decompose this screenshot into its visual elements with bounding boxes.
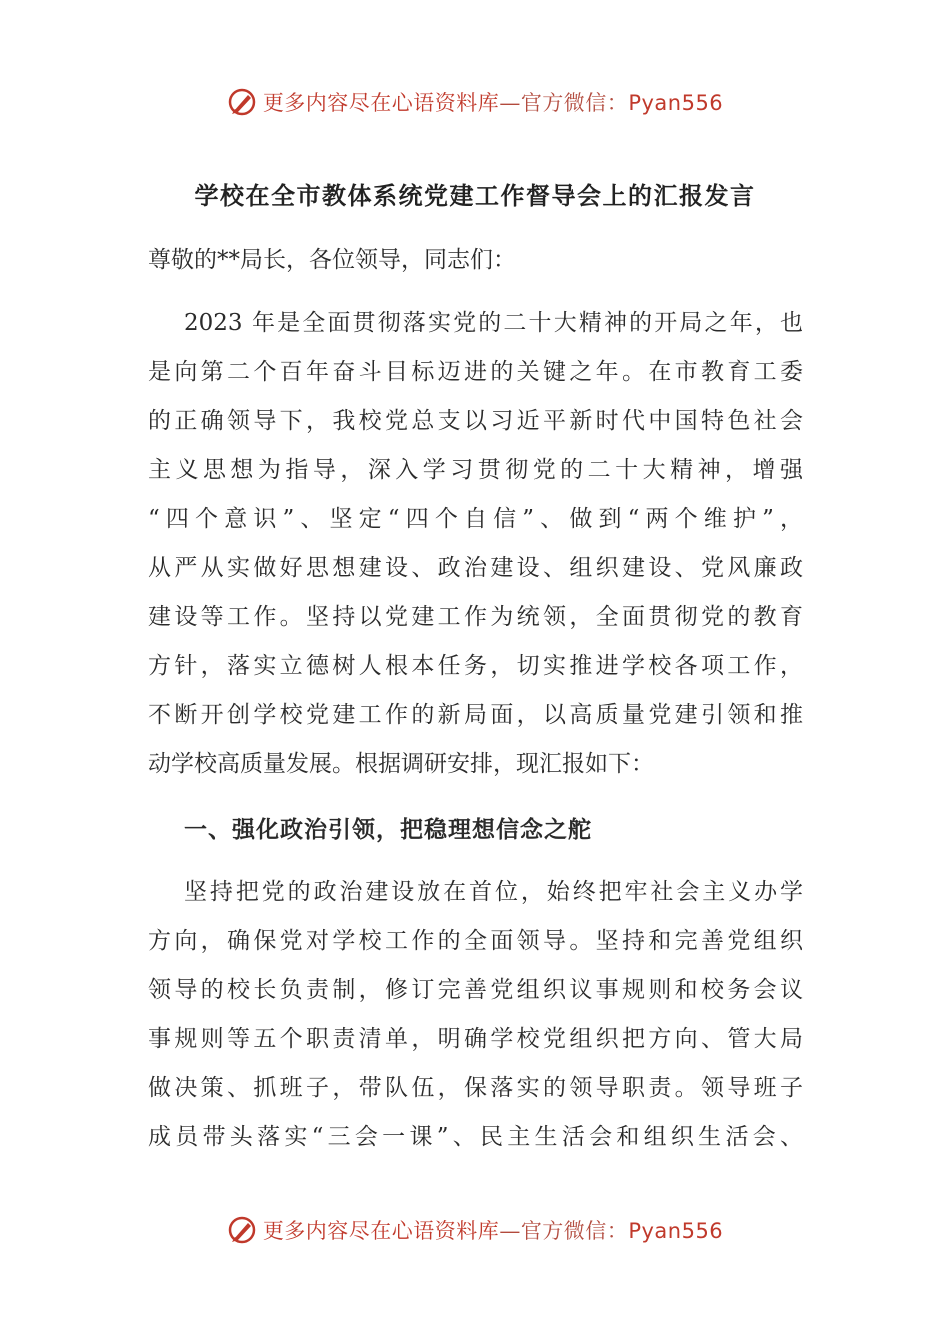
document-title: 学校在全市教体系统党建工作督导会上的汇报发言 [194,181,756,210]
banner-wechat-label: 官方微信： [520,1219,629,1243]
banner-main-text: 更多内容尽在心语资料库 [262,1219,500,1243]
paragraph-line: 建设等工作。坚持以党建工作为统领，全面贯彻党的教育 [148,604,803,630]
paragraph-line: 坚持把党的政治建设放在首位，始终把牢社会主义办学 [184,879,803,905]
banner-separator: — [499,91,521,115]
paragraph-line: 的正确领导下，我校党总支以习近平新时代中国特色社会 [148,408,803,434]
paragraph-line: 动学校高质量发展。根据调研安排，现汇报如下： [148,751,654,777]
paragraph-line: 方针，落实立德树人根本任务，切实推进学校各项工作， [148,653,803,679]
banner-separator: — [499,1219,521,1243]
paragraph-line: 成员带头落实“三会一课”、民主生活会和组织生活会、 [148,1124,803,1150]
paragraph-line: “四个意识”、坚定“四个自信”、做到“两个维护”， [148,506,803,532]
banner-main-text: 更多内容尽在心语资料库 [262,91,500,115]
salutation: 尊敬的**局长，各位领导，同志们： [148,247,516,273]
header-banner [0,82,950,122]
banner-wechat-id: Pyan556 [628,1219,724,1243]
pen-logo-icon [227,1215,257,1245]
paragraph-line: 领导的校长负责制，修订完善党组织议事规则和校务会议 [148,977,803,1003]
footer-banner [0,1210,950,1250]
paragraph-line: 从严从实做好思想建设、政治建设、组织建设、党风廉政 [148,555,803,581]
section-heading: 一、强化政治引领，把稳理想信念之舵 [184,816,592,843]
paragraph-line: 主义思想为指导，深入学习贯彻党的二十大精神，增强 [148,457,803,483]
banner-wechat-id: Pyan556 [628,91,724,115]
paragraph-line: 2023 年是全面贯彻落实党的二十大精神的开局之年，也 [184,310,803,336]
paragraph-line: 方向，确保党对学校工作的全面领导。坚持和完善党组织 [148,928,803,954]
paragraph-line: 事规则等五个职责清单，明确学校党组织把方向、管大局 [148,1026,803,1052]
pen-logo-icon [227,87,257,117]
banner-wechat-label: 官方微信： [520,91,629,115]
paragraph-line: 是向第二个百年奋斗目标迈进的关键之年。在市教育工委 [148,359,803,385]
paragraph-line: 做决策、抓班子，带队伍，保落实的领导职责。领导班子 [148,1075,803,1101]
paragraph-line: 不断开创学校党建工作的新局面，以高质量党建引领和推 [148,702,803,728]
